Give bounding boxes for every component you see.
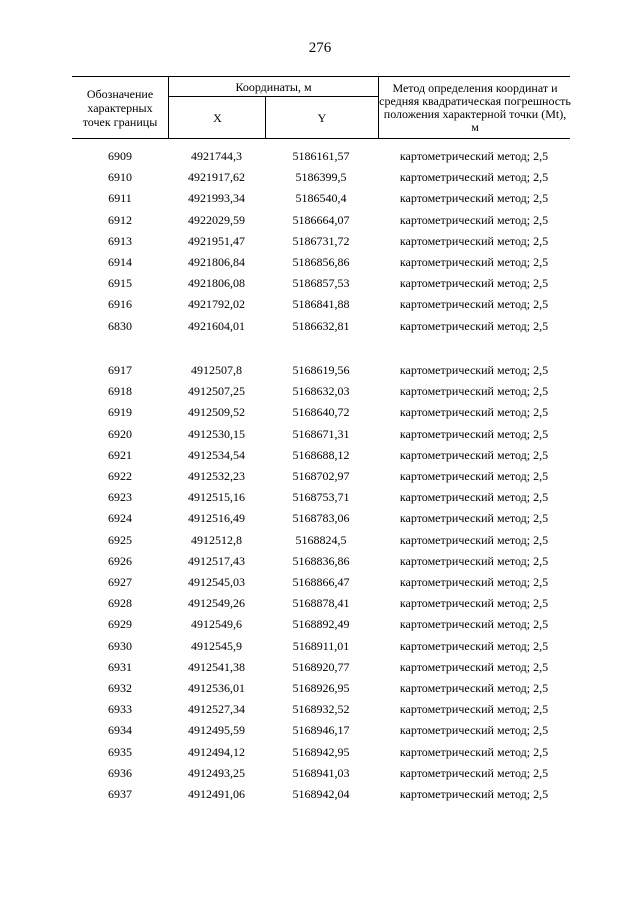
table-cell-x: 4912549,6 (191, 617, 242, 632)
table-cell-x: 4912534,54 (188, 447, 245, 462)
table-cell-point-id: 6929 (108, 617, 132, 632)
table-cell-method: картометрический метод; 2,5 (399, 318, 549, 333)
table-cell-method: картометрический метод; 2,5 (399, 191, 549, 206)
table-row (72, 273, 570, 293)
table-cell-point-id: 6920 (108, 426, 132, 441)
table-cell-y: 5168640,72 (292, 405, 350, 420)
table-cell-point-id: 6910 (108, 170, 132, 185)
table-cell-point-id: 6921 (108, 447, 132, 462)
table-cell-y: 5186841,88 (292, 297, 350, 312)
table-cell-point-id: 6932 (108, 681, 132, 695)
table-cell-method: картометрический метод; 2,5 (399, 532, 549, 547)
table-cell-x: 4912495,59 (188, 723, 245, 738)
header-y: Y (265, 97, 378, 138)
table-row (72, 487, 570, 507)
table-cell-x: 4921917,62 (188, 170, 245, 185)
table-cell-x: 4921993,34 (188, 191, 245, 206)
table-cell-point-id: 6913 (108, 233, 132, 248)
table-cell-method: картометрический метод; 2,5 (399, 765, 549, 780)
table-cell-y: 5168783,06 (292, 511, 350, 526)
table-cell-point-id: 6934 (108, 723, 132, 738)
table-cell-point-id: 6912 (108, 212, 132, 227)
table-cell-method: картометрический метод; 2,5 (399, 723, 549, 738)
table-row (72, 188, 570, 208)
table-row (72, 508, 570, 528)
table-cell-y: 5168926,95 (292, 681, 350, 695)
table-row (72, 316, 570, 336)
table-cell-method: картометрический метод; 2,5 (399, 363, 549, 377)
table-cell-point-id: 6911 (108, 191, 132, 206)
table-row (72, 424, 570, 444)
table-cell-method: картометрический метод; 2,5 (399, 255, 549, 269)
table-cell-x: 4912494,12 (188, 744, 245, 759)
table-cell-y: 5186856,86 (292, 255, 350, 269)
table-cell-y: 5168911,01 (292, 638, 350, 653)
table-cell-x: 4912527,34 (188, 702, 245, 717)
table-cell-point-id: 6924 (108, 511, 132, 526)
table-cell-method: картометрический метод; 2,5 (399, 447, 549, 462)
table-cell-x: 4921744,3 (191, 149, 242, 163)
table-row (72, 294, 570, 314)
table-header (72, 76, 570, 139)
table-cell-y: 5186161,57 (292, 149, 350, 163)
table-cell-y: 5186540,4 (295, 191, 347, 206)
header-designation: Обозначение характерных точек границы (82, 86, 158, 129)
table-cell-method: картометрический метод; 2,5 (399, 384, 549, 399)
table-row (72, 360, 570, 380)
table-cell-y: 5168671,31 (292, 426, 350, 441)
table-cell-point-id: 6933 (108, 702, 132, 717)
table-cell-point-id: 6926 (108, 553, 132, 568)
table-row (72, 699, 570, 719)
table-cell-point-id: 6922 (108, 469, 132, 483)
table-cell-y: 5168866,47 (292, 575, 350, 589)
table-cell-y: 5168688,12 (292, 447, 350, 462)
table-cell-x: 4912545,03 (188, 575, 245, 589)
table-cell-method: картометрический метод; 2,5 (399, 149, 549, 163)
table-cell-point-id: 6925 (108, 532, 132, 547)
table-row (72, 146, 570, 166)
table-row (72, 381, 570, 401)
table-cell-method: картометрический метод; 2,5 (399, 276, 549, 291)
table-cell-y: 5186632,81 (292, 318, 350, 333)
table-cell-y: 5168702,97 (292, 469, 350, 483)
table-cell-x: 4912507,25 (188, 384, 245, 399)
header-coordinates: Координаты, м (168, 77, 378, 97)
table-cell-method: картометрический метод; 2,5 (399, 596, 549, 611)
table-row (72, 742, 570, 762)
table-cell-point-id: 6918 (108, 384, 132, 399)
table-row (72, 572, 570, 592)
page-number: 276 (308, 40, 332, 56)
table-cell-x: 4912491,06 (188, 787, 245, 801)
table-cell-y: 5168920,77 (292, 659, 350, 674)
table-cell-y: 5186731,72 (292, 233, 350, 248)
table-cell-y: 5168878,41 (292, 596, 350, 611)
table-cell-point-id: 6936 (108, 765, 132, 780)
table-cell-point-id: 6923 (108, 490, 132, 505)
table-cell-method: картометрический метод; 2,5 (399, 212, 549, 227)
table-cell-method: картометрический метод; 2,5 (399, 490, 549, 505)
table-cell-x: 4921806,08 (188, 276, 245, 291)
table-cell-x: 4912509,52 (188, 405, 245, 420)
table-cell-x: 4912541,38 (188, 659, 245, 674)
table-cell-y: 5168836,86 (292, 553, 350, 568)
table-cell-method: картометрический метод; 2,5 (399, 659, 549, 674)
table-cell-point-id: 6909 (108, 149, 132, 163)
table-cell-method: картометрический метод; 2,5 (399, 297, 549, 312)
table-cell-y: 5168941,03 (292, 765, 350, 780)
table-row (72, 593, 570, 613)
table-cell-point-id: 6931 (108, 659, 132, 674)
table-cell-point-id: 6919 (108, 405, 132, 420)
table-cell-x: 4912545,9 (191, 638, 242, 653)
table-cell-x: 4921951,47 (188, 233, 245, 248)
table-cell-point-id: 6917 (108, 363, 132, 377)
table-cell-point-id: 6935 (108, 744, 132, 759)
table-cell-method: картометрический метод; 2,5 (399, 469, 549, 483)
table-cell-y: 5186857,53 (292, 276, 350, 291)
table-cell-method: картометрический метод; 2,5 (399, 744, 549, 759)
header-method: Метод определения координат и средняя квадратическая погрешность положения характерной точки (Mt), м (378, 77, 571, 138)
table-cell-point-id: 6937 (108, 787, 132, 801)
table-cell-method: картометрический метод; 2,5 (399, 681, 549, 695)
table-cell-y: 5168932,52 (292, 702, 350, 717)
table-cell-x: 4912536,01 (188, 681, 245, 695)
table-row (72, 678, 570, 698)
table-row (72, 252, 570, 272)
table-row (72, 551, 570, 571)
table-cell-x: 4921792,02 (188, 297, 245, 312)
table-cell-method: картометрический метод; 2,5 (399, 233, 549, 248)
table-cell-y: 5168942,04 (292, 787, 350, 801)
table-cell-x: 4912530,15 (188, 426, 245, 441)
table-row (72, 530, 570, 550)
table-cell-method: картометрический метод; 2,5 (399, 787, 549, 801)
table-cell-x: 4912532,23 (188, 469, 245, 483)
table-cell-point-id: 6830 (108, 318, 132, 333)
table-cell-x: 4912493,25 (188, 765, 245, 780)
table-cell-x: 4912512,8 (191, 532, 242, 547)
table-cell-y: 5168753,71 (292, 490, 350, 505)
table-cell-x: 4921806,84 (188, 255, 245, 269)
table-cell-x: 4912516,49 (188, 511, 245, 526)
table-cell-x: 4922029,59 (188, 212, 245, 227)
table-cell-y: 5168942,95 (292, 744, 350, 759)
table-cell-y: 5168892,49 (292, 617, 350, 632)
table-row (72, 466, 570, 486)
table-cell-point-id: 6930 (108, 638, 132, 653)
header-x: X (168, 97, 266, 138)
table-cell-y: 5168946,17 (292, 723, 350, 738)
table-row (72, 167, 570, 187)
table-row (72, 445, 570, 465)
table-cell-y: 5168824,5 (295, 532, 347, 547)
table-cell-method: картометрический метод; 2,5 (399, 617, 549, 632)
table-cell-x: 4912515,16 (188, 490, 245, 505)
table-cell-method: картометрический метод; 2,5 (399, 511, 549, 526)
table-cell-y: 5186664,07 (292, 212, 350, 227)
table-cell-method: картометрический метод; 2,5 (399, 575, 549, 589)
table-row (72, 402, 570, 422)
table-cell-x: 4912507,8 (191, 363, 242, 377)
table-cell-y: 5186399,5 (295, 170, 347, 185)
table-cell-point-id: 6927 (108, 575, 132, 589)
table-cell-x: 4921604,01 (188, 318, 245, 333)
table-cell-point-id: 6928 (108, 596, 132, 611)
table-cell-x: 4912517,43 (188, 553, 245, 568)
table-cell-method: картометрический метод; 2,5 (399, 426, 549, 441)
table-row (72, 231, 570, 251)
table-cell-y: 5168632,03 (292, 384, 350, 399)
table-row (72, 210, 570, 230)
table-cell-method: картометрический метод; 2,5 (399, 170, 549, 185)
table-cell-point-id: 6915 (108, 276, 132, 291)
table-cell-x: 4912549,26 (188, 596, 245, 611)
table-cell-method: картометрический метод; 2,5 (399, 638, 549, 653)
table-cell-point-id: 6916 (108, 297, 132, 312)
table-cell-y: 5168619,56 (292, 363, 350, 377)
table-row (72, 636, 570, 656)
table-row (72, 784, 570, 804)
table-cell-method: картометрический метод; 2,5 (399, 553, 549, 568)
table-row (72, 720, 570, 740)
table-cell-method: картометрический метод; 2,5 (399, 405, 549, 420)
table-row (72, 763, 570, 783)
table-row (72, 614, 570, 634)
table-cell-point-id: 6914 (108, 255, 132, 269)
table-row (72, 657, 570, 677)
table-cell-method: картометрический метод; 2,5 (399, 702, 549, 717)
